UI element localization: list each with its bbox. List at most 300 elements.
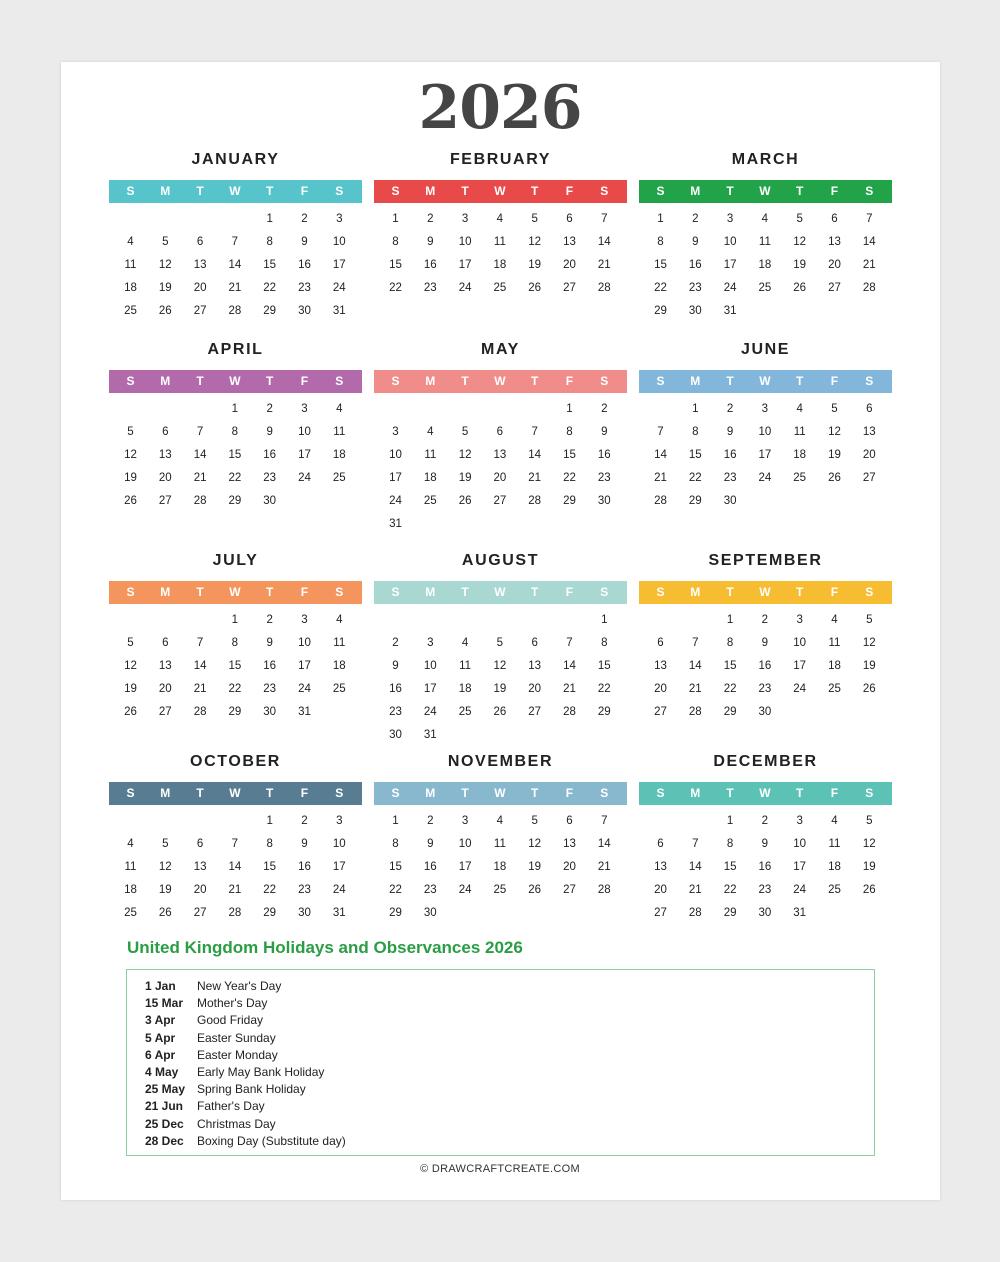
day-cell: 4 [796,403,803,415]
day-cell: 6 [657,637,664,649]
holidays-list [126,969,875,1156]
weekday-label: S [126,184,135,198]
weekday-label: S [656,374,665,388]
month-name: AUGUST [461,552,540,569]
day-cell: 20 [828,259,841,271]
weekday-label: M [690,786,701,800]
day-cell: 13 [862,426,876,438]
day-cell: 3 [796,614,803,626]
day-cell: 8 [692,426,699,438]
day-cell: 23 [423,282,437,294]
day-cell: 7 [196,637,204,649]
day-cell: 11 [459,660,472,672]
day-cell: 22 [654,282,667,294]
holiday-name: Early May Bank Holiday [197,1065,325,1079]
day-cell: 30 [263,495,277,507]
day-cell: 17 [458,861,472,873]
day-cell: 5 [162,838,169,850]
day-cell: 21 [688,884,702,896]
day-cell: 15 [597,660,611,672]
day-cell: 16 [423,259,437,271]
day-cell: 28 [193,706,207,718]
holiday-date: 28 Dec [145,1133,184,1148]
day-cell: 26 [158,907,172,919]
day-cell: 24 [458,884,472,896]
day-cell: 10 [793,637,807,649]
day-cell: 19 [158,282,172,294]
day-cell: 28 [193,495,207,507]
empty-cell [413,398,448,421]
day-cell: 25 [124,305,137,317]
day-cell: 19 [458,472,472,484]
weekday-header [109,370,362,393]
weekday-header [639,370,892,393]
day-cell: 20 [193,884,207,896]
holiday-name: Father's Day [197,1099,265,1114]
weekday-label: T [461,585,469,599]
empty-cell [217,810,252,833]
day-cell: 22 [263,282,277,294]
weekday-label: F [565,585,574,599]
day-cell: 19 [493,683,507,695]
day-cell: 2 [761,614,769,626]
day-cell: 29 [263,305,277,317]
weekday-label: M [690,184,701,198]
day-cell: 26 [528,884,542,896]
empty-cell [643,810,678,833]
weekday-label: S [391,374,400,388]
day-cell: 12 [493,660,507,672]
weekday-label: W [494,374,506,388]
day-cell: 6 [496,426,504,438]
day-cell: 25 [493,884,507,896]
day-cell: 17 [298,449,311,461]
day-cell: 5 [866,815,873,827]
day-cell: 13 [828,236,841,248]
weekday-label: M [690,374,701,388]
day-cell: 24 [298,472,311,484]
weekday-label: T [726,374,734,388]
day-cell: 8 [726,637,734,649]
day-cell: 1 [566,403,573,415]
holiday-date: 6 Apr [145,1047,176,1062]
day-cell: 6 [196,236,204,248]
day-cell: 21 [228,884,242,896]
day-cell: 4 [336,403,343,415]
empty-cell [643,398,678,421]
day-cell: 9 [427,236,434,248]
day-cell: 4 [831,614,838,626]
day-cell: 4 [127,838,134,850]
day-cell: 20 [158,683,172,695]
weekday-label: M [160,786,171,800]
day-cell: 6 [566,815,573,827]
day-cell: 9 [301,236,308,248]
weekday-label: W [229,786,241,800]
day-cell: 21 [597,861,611,873]
day-cell: 23 [597,472,611,484]
day-cell: 1 [692,403,699,415]
day-cell: 1 [392,815,399,827]
day-cell: 5 [127,426,134,438]
day-cell: 3 [461,213,469,225]
day-cell: 28 [597,282,611,294]
day-cell: 17 [793,660,807,672]
calendar-year-title: 2026 [418,73,582,143]
day-cell: 13 [654,660,667,672]
day-cell: 10 [458,236,472,248]
days-grid [109,208,362,323]
weekday-header [374,370,627,393]
day-cell: 18 [124,282,137,294]
month-name: MARCH [731,151,800,168]
weekday-label: T [266,786,274,800]
empty-cell [148,609,183,632]
weekday-label: W [229,374,241,388]
month-may [374,339,627,536]
holiday-date: 25 Dec [145,1116,184,1131]
day-cell: 25 [423,495,437,507]
day-cell: 8 [392,838,399,850]
weekday-label: W [494,786,506,800]
weekday-label: M [160,585,171,599]
weekday-label: W [229,585,241,599]
day-cell: 5 [496,637,504,649]
day-cell: 10 [458,838,472,850]
day-cell: 15 [228,449,242,461]
day-cell: 27 [493,495,507,507]
empty-cell [183,609,218,632]
weekday-label: F [565,786,574,800]
day-cell: 16 [298,259,311,271]
day-cell: 2 [301,815,308,827]
weekday-label: W [759,184,771,198]
day-cell: 21 [654,472,667,484]
day-cell: 11 [758,236,771,248]
day-cell: 4 [127,236,134,248]
empty-cell [448,398,483,421]
day-cell: 2 [266,614,273,626]
weekday-header [109,581,362,604]
day-cell: 16 [298,861,311,873]
weekday-label: F [830,184,839,198]
day-cell: 13 [563,838,576,850]
weekday-header [109,782,362,805]
holiday-date: 4 May [145,1065,179,1079]
day-cell: 19 [793,259,807,271]
day-cell: 15 [563,449,576,461]
weekday-label: T [726,786,734,800]
day-cell: 27 [193,907,207,919]
weekday-label: F [830,374,839,388]
weekday-label: M [160,374,171,388]
weekday-label: T [531,786,539,800]
day-cell: 23 [758,884,772,896]
day-cell: 28 [688,706,702,718]
day-cell: 9 [301,838,308,850]
day-cell: 20 [193,282,207,294]
day-cell: 14 [228,259,242,271]
holiday-name: New Year's Day [197,979,282,993]
day-cell: 25 [332,472,346,484]
days-grid [639,609,892,724]
day-cell: 26 [828,472,841,484]
day-cell: 20 [528,683,542,695]
day-cell: 11 [124,259,137,271]
day-cell: 7 [566,637,573,649]
day-cell: 11 [493,236,506,248]
day-cell: 2 [726,403,734,415]
day-cell: 5 [866,614,873,626]
day-cell: 20 [862,449,876,461]
holidays-title: United Kingdom Holidays and Observances 2026 [127,938,523,957]
day-cell: 9 [266,426,273,438]
day-cell: 15 [723,861,737,873]
weekday-label: F [300,374,309,388]
day-cell: 12 [528,838,542,850]
day-cell: 26 [124,495,137,507]
day-cell: 8 [566,426,573,438]
day-cell: 23 [423,884,437,896]
day-cell: 24 [758,472,772,484]
holiday-name: Christmas Day [197,1116,276,1131]
day-cell: 7 [601,213,608,225]
day-cell: 4 [831,815,838,827]
day-cell: 30 [758,907,772,919]
weekday-label: T [196,374,204,388]
day-cell: 12 [158,861,172,873]
day-cell: 1 [726,614,734,626]
day-cell: 28 [862,282,876,294]
day-cell: 27 [528,706,542,718]
day-cell: 26 [862,884,876,896]
empty-cell [183,398,218,421]
day-cell: 11 [333,637,346,649]
day-cell: 9 [427,838,434,850]
weekday-label: W [494,184,506,198]
weekday-label: T [796,374,804,388]
day-cell: 12 [828,426,841,438]
day-cell: 22 [597,683,611,695]
day-cell: 3 [761,403,769,415]
day-cell: 13 [193,259,207,271]
day-cell: 27 [862,472,876,484]
day-cell: 18 [828,660,841,672]
day-cell: 26 [528,282,542,294]
day-cell: 3 [461,815,469,827]
day-cell: 18 [758,259,772,271]
weekday-label: S [335,374,344,388]
day-cell: 13 [528,660,542,672]
day-cell: 23 [389,706,402,718]
weekday-label: S [335,585,344,599]
day-cell: 3 [301,614,308,626]
day-cell: 22 [389,282,402,294]
day-cell: 11 [828,637,841,649]
day-cell: 16 [688,259,702,271]
day-cell: 13 [654,861,667,873]
day-cell: 13 [193,861,207,873]
empty-cell [643,609,678,632]
holiday-date: 3 Apr [145,1013,176,1028]
day-cell: 23 [298,884,311,896]
day-cell: 11 [124,861,137,873]
day-cell: 24 [332,884,346,896]
month-name: JULY [212,552,259,569]
days-grid [374,609,627,747]
day-cell: 31 [298,706,311,718]
day-cell: 27 [654,706,667,718]
day-cell: 16 [263,449,277,461]
day-cell: 15 [389,861,402,873]
empty-cell [183,810,218,833]
holiday-date: 15 Mar [145,996,184,1011]
day-cell: 14 [597,838,611,850]
day-cell: 2 [427,213,434,225]
month-september [639,550,892,724]
day-cell: 29 [389,907,402,919]
empty-cell [378,398,413,421]
day-cell: 27 [828,282,841,294]
day-cell: 26 [493,706,507,718]
day-cell: 15 [228,660,242,672]
day-cell: 26 [862,683,876,695]
day-cell: 30 [688,305,702,317]
day-cell: 17 [298,660,311,672]
day-cell: 24 [423,706,437,718]
day-cell: 9 [601,426,608,438]
days-grid [374,208,627,300]
day-cell: 15 [263,259,277,271]
day-cell: 5 [831,403,838,415]
day-cell: 23 [688,282,702,294]
day-cell: 13 [493,449,507,461]
day-cell: 19 [124,683,137,695]
day-cell: 24 [723,282,737,294]
day-cell: 17 [389,472,402,484]
day-cell: 4 [461,637,469,649]
day-cell: 12 [124,449,137,461]
empty-cell [448,609,483,632]
day-cell: 23 [723,472,737,484]
day-cell: 19 [862,660,876,672]
day-cell: 20 [654,884,667,896]
day-cell: 6 [566,213,573,225]
weekday-label: T [461,786,469,800]
day-cell: 29 [723,907,737,919]
day-cell: 9 [761,838,769,850]
days-grid [639,208,892,323]
weekday-label: S [126,585,135,599]
day-cell: 25 [828,884,841,896]
weekday-label: T [531,184,539,198]
day-cell: 29 [723,706,737,718]
month-march [639,149,892,323]
days-grid [109,398,362,513]
day-cell: 26 [793,282,807,294]
day-cell: 1 [231,403,239,415]
day-cell: 8 [231,637,239,649]
month-october [109,751,362,925]
day-cell: 5 [461,426,469,438]
day-cell: 26 [458,495,472,507]
day-cell: 19 [124,472,137,484]
empty-cell [148,398,183,421]
day-cell: 13 [158,660,172,672]
day-cell: 21 [193,683,207,695]
weekday-header [639,581,892,604]
day-cell: 14 [193,660,207,672]
weekday-label: M [425,184,436,198]
weekday-label: S [600,786,609,800]
day-cell: 5 [796,213,803,225]
day-cell: 14 [563,660,576,672]
day-cell: 10 [298,426,311,438]
day-cell: 14 [862,236,876,248]
weekday-label: S [391,184,400,198]
day-cell: 7 [601,815,608,827]
day-cell: 2 [761,815,769,827]
day-cell: 21 [193,472,207,484]
day-cell: 29 [654,305,667,317]
day-cell: 23 [298,282,311,294]
day-cell: 25 [458,706,472,718]
day-cell: 1 [266,213,273,225]
weekday-label: T [196,585,204,599]
weekday-label: S [600,585,609,599]
day-cell: 11 [424,449,437,461]
empty-cell [148,208,183,231]
weekday-label: M [425,374,436,388]
empty-cell [678,609,713,632]
day-cell: 18 [332,449,346,461]
day-cell: 10 [758,426,772,438]
day-cell: 6 [866,403,873,415]
day-cell: 14 [228,861,242,873]
day-cell: 16 [597,449,611,461]
day-cell: 1 [726,815,734,827]
month-name: NOVEMBER [447,753,554,770]
day-cell: 8 [392,236,399,248]
day-cell: 29 [228,706,242,718]
day-cell: 28 [688,907,702,919]
day-cell: 23 [263,683,277,695]
day-cell: 7 [196,426,204,438]
day-cell: 4 [496,213,504,225]
day-cell: 14 [688,660,702,672]
day-cell: 3 [336,815,343,827]
empty-cell [552,609,587,632]
day-cell: 25 [124,907,137,919]
day-cell: 27 [158,495,172,507]
day-cell: 31 [332,305,346,317]
weekday-label: S [600,184,609,198]
day-cell: 22 [389,884,402,896]
day-cell: 5 [531,815,538,827]
day-cell: 12 [124,660,137,672]
day-cell: 10 [793,838,807,850]
day-cell: 17 [458,259,472,271]
day-cell: 29 [563,495,576,507]
day-cell: 16 [758,660,772,672]
weekday-label: M [425,786,436,800]
day-cell: 8 [726,838,734,850]
day-cell: 13 [563,236,576,248]
weekday-label: F [300,786,309,800]
month-name: JUNE [740,341,791,358]
weekday-label: W [759,374,771,388]
days-grid [374,398,627,536]
